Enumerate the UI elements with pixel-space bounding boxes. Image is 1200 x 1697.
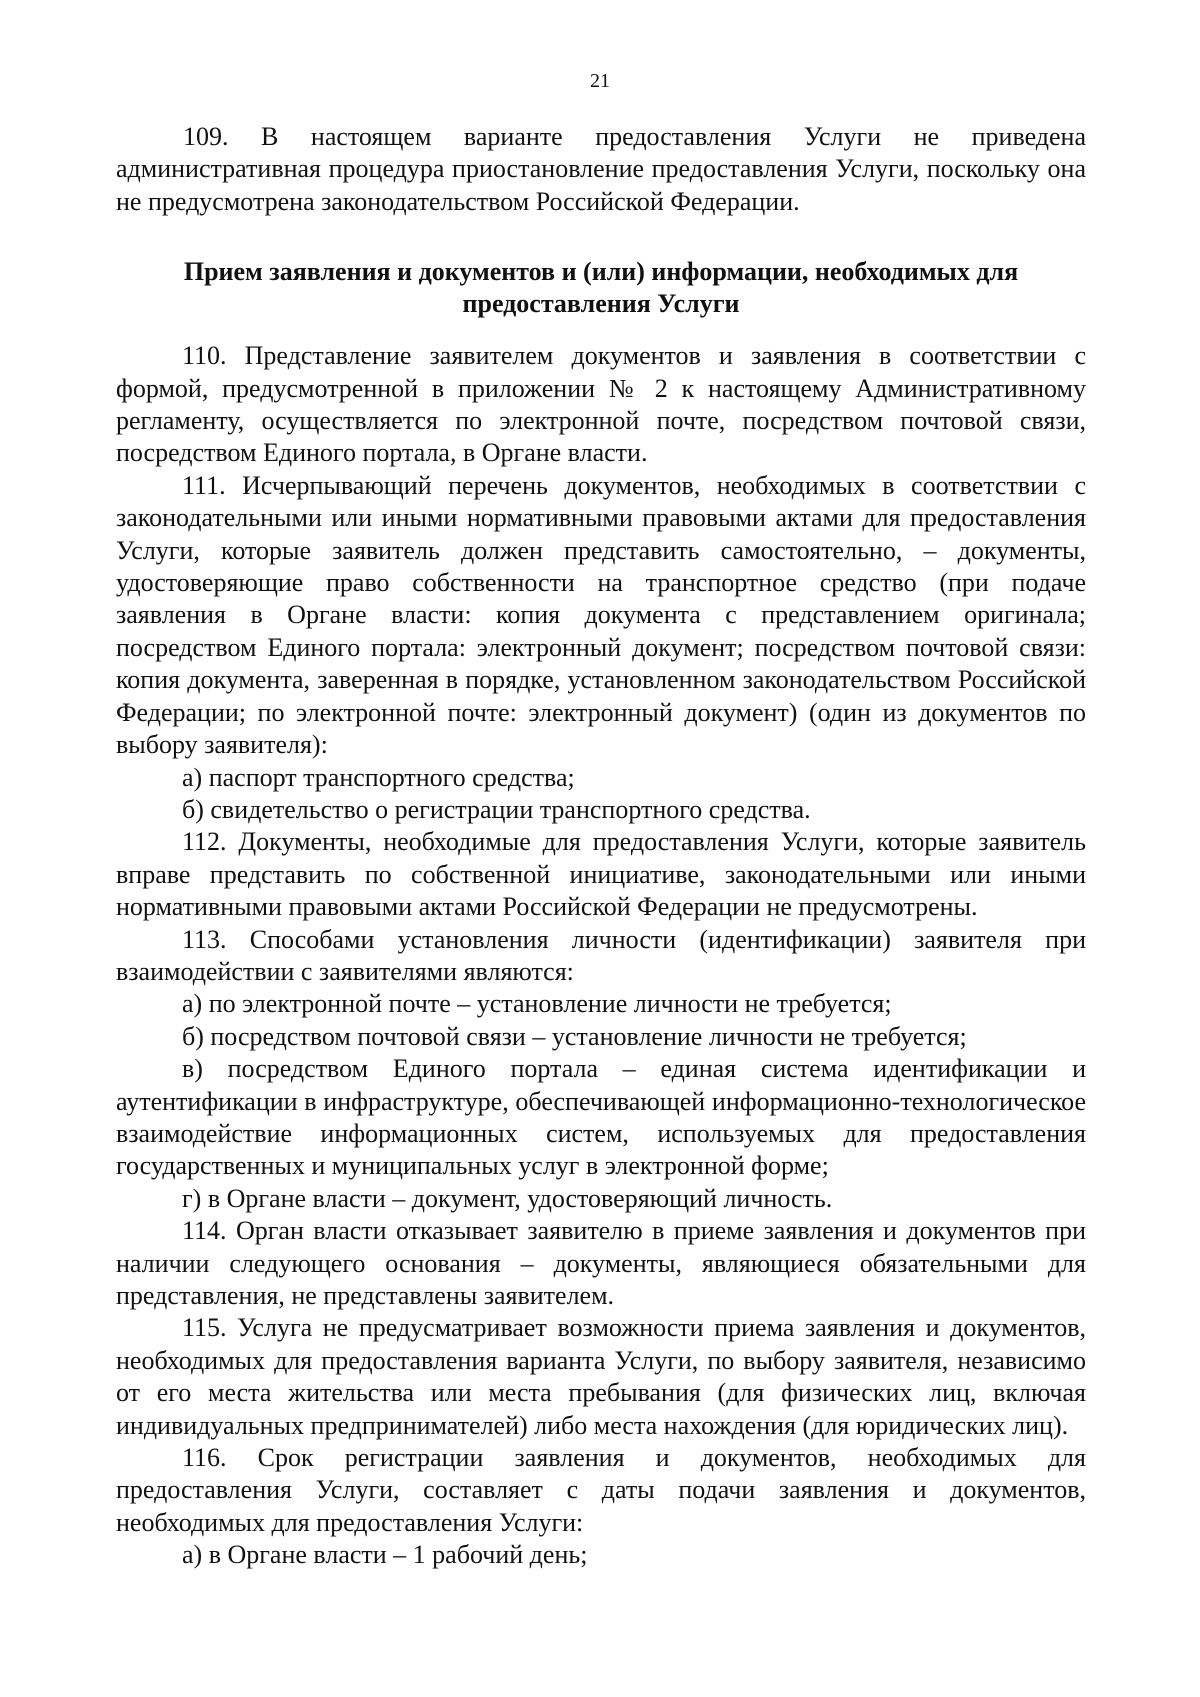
section-heading: Прием заявления и документов и (или) информации, необходимых для предоставления Услуги — [183, 257, 1019, 319]
paragraph-112: 112. Документы, необходимые для предоставления Услуги, которые заявитель вправе представить по собственной инициативе, законодательными или иными нормативными правовыми актами Российской Федерации не предусмотрены. — [116, 827, 1086, 922]
paragraph-110: 110. Представление заявителем документов и заявления в соответствии с формой, предусмотренной в приложении № 2 к настоящему Административному регламенту, осуществляется по электронной почте, посредством почтовой связи, посредством Единого портала, в Органе власти. — [116, 341, 1086, 468]
paragraph-115: 115. Услуга не предусматривает возможности приема заявления и документов, необходимых для предоставления варианта Услуги, по выбору заявителя, независимо от его места жительства или места пребывания (для физических лиц, включая индивидуальных предпринимателей) либо места нахождения (для юридических лиц). — [116, 1313, 1086, 1440]
list-item-113-v: в) посредством Единого портала – единая система идентификации и аутентификации в инфраструктуре, обеспечивающей информационно-технологическое взаимодействие информационных систем, используемых для предоставления государственных и муниципальных услуг в электронной форме; — [116, 1054, 1086, 1181]
paragraph-114: 114. Орган власти отказывает заявителю в приеме заявления и документов при наличии следующего основания – документы, являющиеся обязательными для представления, не представлены заявителем. — [116, 1216, 1086, 1310]
list-item-111-b: б) свидетельство о регистрации транспортного средства. — [182, 794, 811, 824]
list-item-111-a: а) паспорт транспортного средства; — [182, 762, 575, 792]
list-item-116-a: а) в Органе власти – 1 рабочий день; — [182, 1540, 588, 1570]
document-body — [116, 121, 1086, 1572]
list-item-113-b: б) посредством почтовой связи – установление личности не требуется; — [182, 1021, 967, 1051]
paragraph-111: 111. Исчерпывающий перечень документов, необходимых в соответствии с законодательными или иными нормативными правовыми актами для предоставления Услуги, которые заявитель должен представить самостоятельно, – документы, удостоверяющие право собственности на транспортное средство (при подаче заявления в Органе власти: копия документа с представлением оригинала; посредством Единого портала: электронный документ; посредством почтовой связи: копия документа, заверенная в порядке, установленном законодательством Российской Федерации; по электронной почте: электронный документ) (один из документов по выбору заявителя): — [116, 470, 1086, 760]
paragraph-113: 113. Способами установления личности (идентификации) заявителя при взаимодействии с заявителями являются: — [116, 924, 1086, 986]
paragraph-116: 116. Срок регистрации заявления и документов, необходимых для предоставления Услуги, составляет с даты подачи заявления и документов, необходимых для предоставления Услуги: — [116, 1443, 1086, 1537]
list-item-113-a: а) по электронной почте – установление личности не требуется; — [182, 989, 892, 1019]
paragraph-109: 109. В настоящем варианте предоставления Услуги не приведена административная процедура приостановление предоставления Услуги, поскольку она не предусмотрена законодательством Российской Федерации. — [116, 122, 1086, 216]
page-number: 21 — [590, 70, 610, 92]
list-item-113-g: г) в Органе власти – документ, удостоверяющий личность. — [182, 1183, 833, 1213]
